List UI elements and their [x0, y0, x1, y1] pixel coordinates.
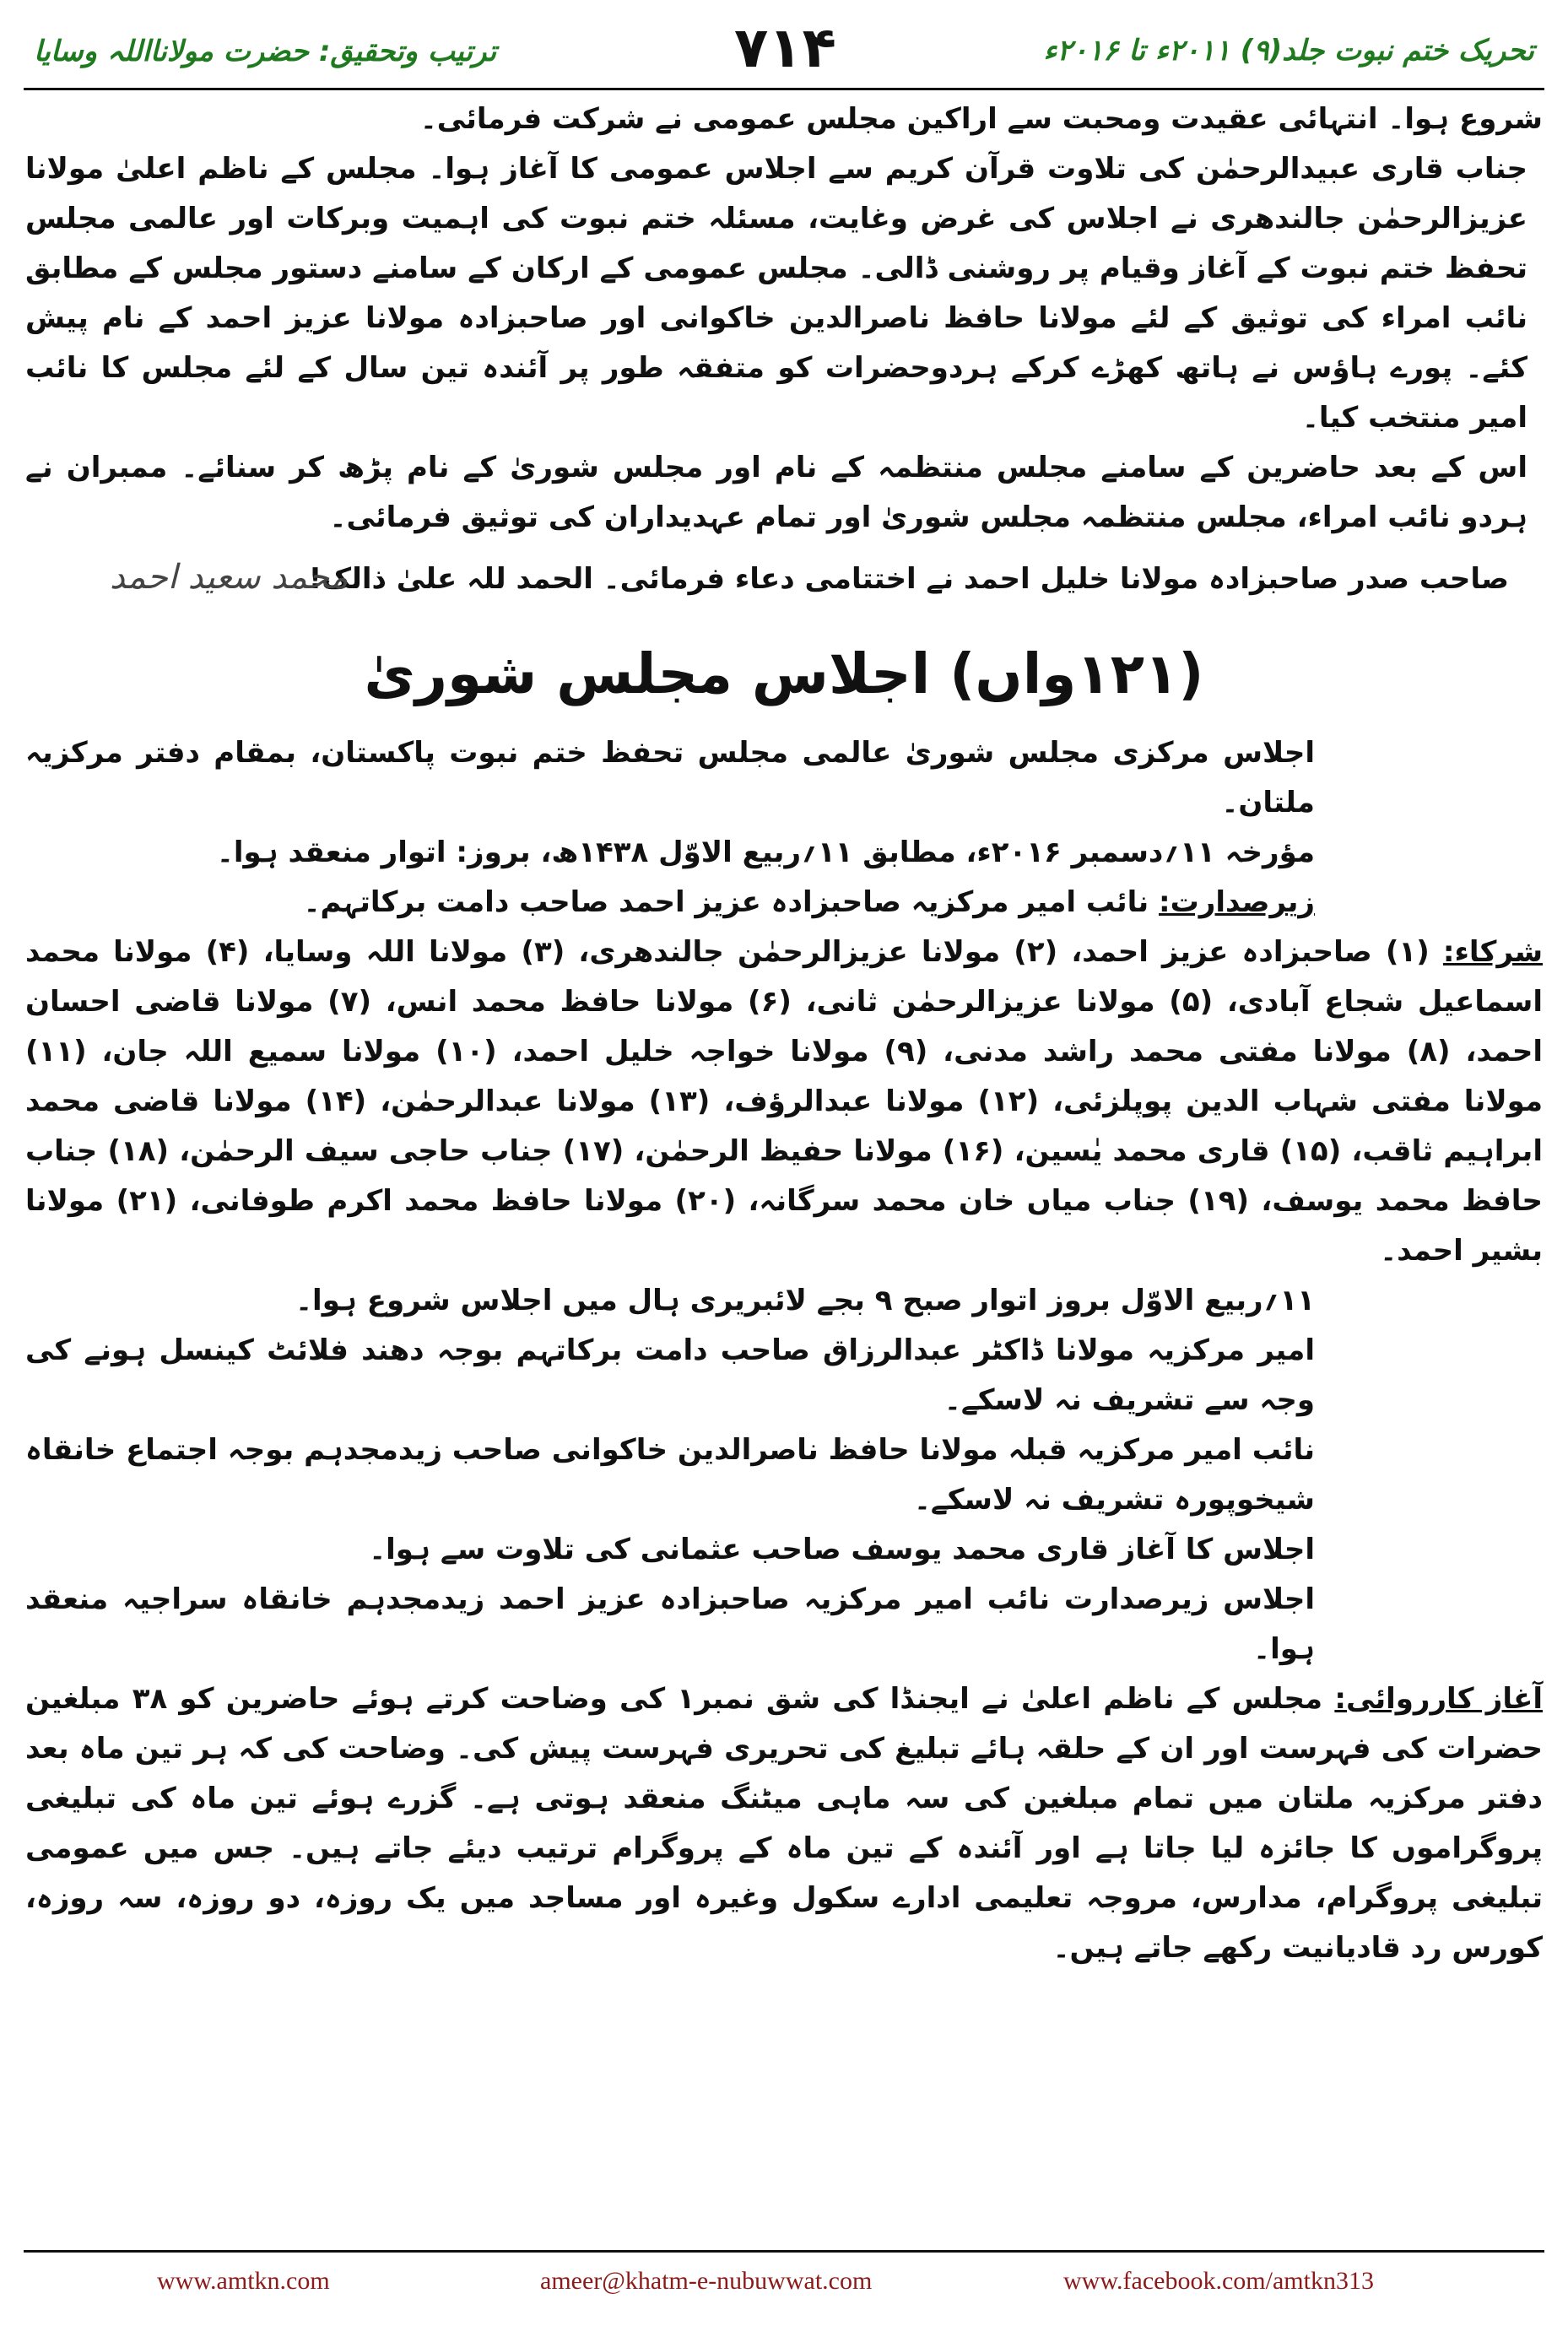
- presidency-line: [25, 878, 1543, 928]
- website-link[interactable]: www.amtkn.com: [157, 2267, 330, 2295]
- page-body: [25, 95, 1543, 2255]
- section-heading: (۱۲۱واں) اجلاس مجلس شوریٰ: [364, 641, 1204, 706]
- proceedings-label: آغاز کارروائی:: [1334, 1682, 1544, 1716]
- paragraph-general-session: جناب قاری عبیدالرحمٰن کی تلاوت قرآن کریم سے اجلاس عمومی کا آغاز ہوا۔ مجلس کے ناظم اعلیٰ مولانا عزیزالرحمٰن جالندھری نے اجلاس کی غرض وغایت، مسئلہ ختم نبوت کی اہمیت وبرکات اور عالمی مجلس تحفظ ختم نبوت کے آغاز وقیام پر روشنی ڈالی۔ مجلس عمومی کے ارکان کے سامنے دستور مجلس کے مطابق نائب امراء کی توثیق کے لئے مولانا حافظ ناصرالدین خاکوانی اور صاحبزادہ مولانا عزیز احمد کے نام پیش کئے۔ پورے ہاؤس نے ہاتھ کھڑے کرکے ہردوحضرات کو متفقہ طور پر آئندہ تین سال کے لئے مجلس کا نائب امیر منتخب کیا۔: [25, 152, 1527, 435]
- absence-line-1: امیر مرکزیہ مولانا ڈاکٹر عبدالرزاق صاحب دامت برکاتہم بوجہ دھند فلائٹ کینسل ہونے کی وجہ سے تشریف نہ لاسکے۔: [25, 1333, 1315, 1417]
- participants-label: شرکاء:: [1442, 935, 1544, 969]
- book-title: تحریک ختم نبوت جلد(۹) ۲۰۱۱ء تا ۲۰۱۶ء: [1043, 34, 1534, 68]
- start-time-line: ۱۱؍ربیع الاوّل بروز اتوار صبح ۹ بجے لائبریری ہال میں اجلاس شروع ہوا۔: [295, 1284, 1315, 1317]
- footer-divider: [24, 2250, 1544, 2253]
- paragraph-confirmation: اس کے بعد حاضرین کے سامنے مجلس منتظمہ کے نام اور مجلس شوریٰ کے نام پڑھ کر سنائے۔ ممبران نے ہردو نائب امراء، مجلس منتظمہ مجلس شوریٰ اور تمام عہدیداران کی توثیق فرمائی۔: [25, 451, 1527, 534]
- participants-paragraph: [25, 928, 1543, 1276]
- page-number: ۷۱۴: [734, 15, 836, 80]
- header-divider: [24, 88, 1544, 90]
- facebook-link[interactable]: www.facebook.com/amtkn313: [1063, 2267, 1374, 2295]
- presidency-text: نائب امیر مرکزیہ صاحبزادہ عزیز احمد صاحب دامت برکاتہم۔: [303, 885, 1160, 919]
- absence-line-2: نائب امیر مرکزیہ قبلہ مولانا حافظ ناصرالدین خاکوانی صاحب زیدمجدہم بوجہ اجتماع خانقاہ شیخوپورہ تشریف نہ لاسکے۔: [25, 1433, 1315, 1517]
- paragraph-opening: شروع ہوا۔ انتہائی عقیدت ومحبت سے اراکین مجلس عمومی نے شرکت فرمائی۔: [419, 102, 1543, 136]
- page-footer: [0, 2258, 1568, 2309]
- closing-prayer-text: صاحب صدر صاحبزادہ مولانا خلیل احمد نے اختتامی دعاء فرمائی۔ الحمد للہ علیٰ ذالک!: [308, 562, 1509, 596]
- signature: محمد سعید احمد: [110, 558, 349, 597]
- presidency-label: زیرصدارت:: [1159, 885, 1315, 919]
- participants-text: (۱) صاحبزادہ عزیز احمد، (۲) مولانا عزیزالرحمٰن جالندھری، (۳) مولانا اللہ وسایا، (۴) مولانا محمد اسماعیل شجاع آبادی، (۵) مولانا عزیزالرحمٰن ثانی، (۶) مولانا حافظ محمد انس، (۷) مولانا قاضی احسان احمد، (۸) مولانا مفتی محمد راشد مدنی، (۹) مولانا خواجہ خلیل احمد، (۱۰) مولانا سمیع اللہ جان، (۱۱) مولانا مفتی شہاب الدین پوپلزئی، (۱۲) مولانا عبدالرؤف، (۱۳) مولانا عبدالرحمٰن، (۱۴) مولانا قاضی محمد ابراہیم ثاقب، (۱۵) قاری محمد یٰسین، (۱۶) مولانا حفیظ الرحمٰن، (۱۷) جناب حاجی سیف الرحمٰن، (۱۸) جناب حافظ محمد یوسف، (۱۹) جناب میاں خان محمد سرگانہ، (۲۰) مولانا حافظ محمد اکرم طوفانی، (۲۱) مولانا بشیر احمد۔: [25, 935, 1544, 1268]
- compiler-credit: ترتیب وتحقیق: حضرت مولانااللہ وسایا: [34, 35, 497, 68]
- email-link[interactable]: ameer@khatm-e-nubuwwat.com: [540, 2267, 873, 2295]
- recitation-line: اجلاس کا آغاز قاری محمد یوسف صاحب عثمانی کی تلاوت سے ہوا۔: [369, 1533, 1315, 1566]
- proceedings-text: مجلس کے ناظم اعلیٰ نے ایجنڈا کی شق نمبر۱ کی وضاحت کرتے ہوئے حاضرین کو ۳۸ مبلغین حضرات کی فہرست اور ان کے حلقہ ہائے تبلیغ کی تحریری فہرست پیش کی۔ وضاحت کی کہ ہر تین ماہ بعد دفتر مرکزیہ ملتان میں تمام مبلغین کی سہ ماہی میٹنگ منعقد ہوتی ہے۔ گزرے ہوئے تین ماہ کی تبلیغی پروگراموں کا جائزہ لیا جاتا ہے اور آئندہ کے تین ماہ کے پروگرام ترتیب دیئے جاتے ہیں۔ جس میں عمومی تبلیغی پروگرام، مدارس، مروجہ تعلیمی ادارے سکول وغیرہ اور مساجد میں یک روزہ، دو روزہ، سہ روزہ، کورس رد قادیانیت رکھے جاتے ہیں۔: [25, 1682, 1543, 1965]
- meeting-line: اجلاس مرکزی مجلس شوریٰ عالمی مجلس تحفظ ختم نبوت پاکستان، بمقام دفتر مرکزیہ ملتان۔: [25, 736, 1315, 819]
- presidency-venue-line: اجلاس زیرصدارت نائب امیر مرکزیہ صاحبزادہ عزیز احمد زیدمجدہم خانقاہ سراجیہ منعقد ہوا۔: [25, 1582, 1315, 1666]
- closing-line: [25, 553, 1543, 629]
- date-line: مؤرخہ ۱۱؍دسمبر ۲۰۱۶ء، مطابق ۱۱؍ربیع الاوّل ۱۴۳۸ھ، بروز: اتوار منعقد ہوا۔: [216, 836, 1315, 869]
- proceedings-paragraph: [25, 1674, 1543, 1973]
- page-header: [0, 0, 1568, 93]
